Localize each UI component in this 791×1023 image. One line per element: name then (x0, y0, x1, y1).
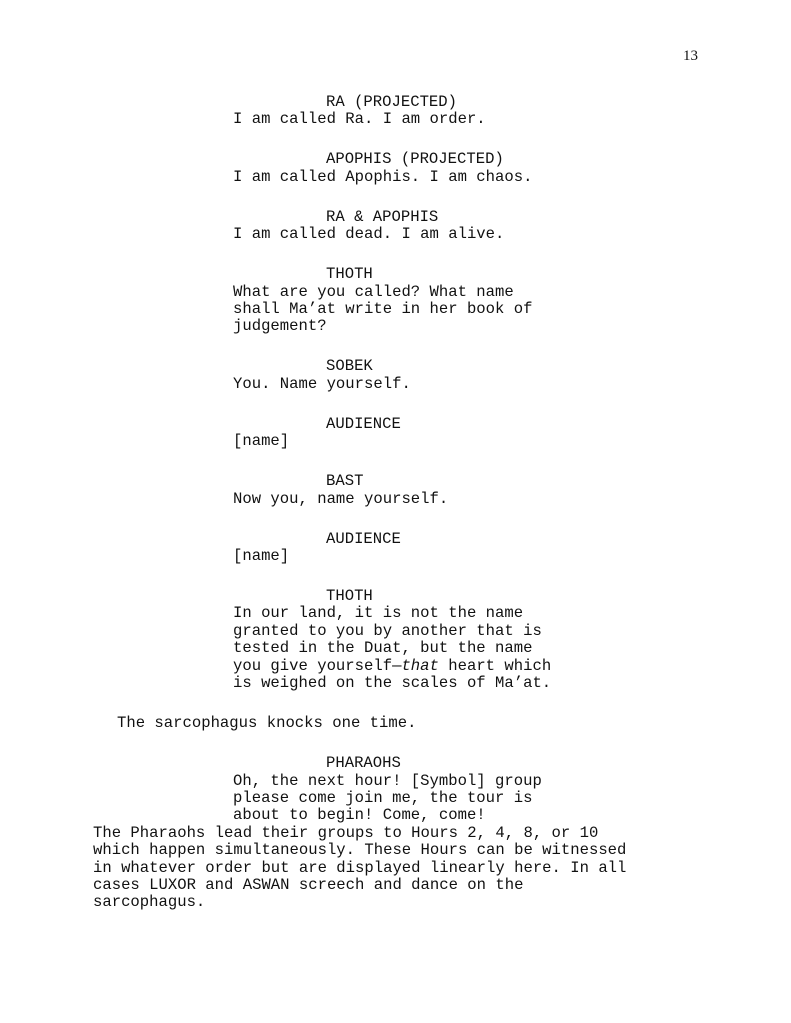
character-name: RA (PROJECTED) (326, 93, 458, 111)
dialogue-line: shall Ma’at write in her book of (233, 300, 533, 319)
dialogue-line: I am called Apophis. I am chaos. (233, 167, 533, 186)
character-name: BAST (326, 472, 364, 491)
dialogue-block-thoth (0, 266, 791, 336)
dialogue-block-apophis (0, 151, 791, 186)
action-line: The sarcophagus knocks one time. (117, 714, 417, 733)
dialogue-line: I am called Ra. I am order. (233, 110, 486, 129)
dialogue-line: tested in the Duat, but the name (233, 639, 533, 658)
dialogue-line: You. Name yourself. (233, 374, 411, 393)
character-name: PHARAOHS (326, 754, 401, 773)
action-line: The Pharaohs lead their groups to Hours 2, 4, 8, or 10 (93, 823, 599, 842)
dialogue-block-ra (0, 94, 791, 129)
dialogue-block-pharaohs (0, 755, 791, 825)
page-number: 13 (683, 48, 698, 64)
dialogue-line: What are you called? What name (233, 282, 514, 301)
action-paragraph (0, 825, 791, 912)
dialogue-block-thoth (0, 588, 791, 692)
dialogue-block-bast (0, 473, 791, 508)
action-line: cases LUXOR and ASWAN screech and dance on the (93, 875, 524, 894)
dialogue-line: Now you, name yourself. (233, 489, 449, 508)
dialogue-line: please come join me, the tour is (233, 788, 533, 807)
character-name: RA & APOPHIS (326, 207, 439, 226)
dialogue-line: I am called dead. I am alive. (233, 225, 505, 244)
action-line: sarcophagus. (93, 893, 206, 912)
dialogue-line: about to begin! Come, come! (233, 806, 486, 825)
dialogue-block-audience (0, 416, 791, 451)
dialogue-line: granted to you by another that is (233, 621, 542, 640)
emphasis-text: that (401, 656, 439, 675)
dialogue-fragment: you give yourself— (233, 656, 402, 675)
character-name: SOBEK (326, 357, 373, 376)
character-name: THOTH (326, 265, 373, 284)
dialogue-line: In our land, it is not the name (233, 604, 524, 623)
character-name: AUDIENCE (326, 414, 401, 433)
dialogue-line: judgement? (233, 317, 327, 336)
dialogue-line: Oh, the next hour! [Symbol] group (233, 771, 542, 790)
dialogue-fragment: heart which (438, 656, 552, 675)
character-name: APOPHIS (PROJECTED) (326, 150, 504, 169)
dialogue-block-audience (0, 531, 791, 566)
dialogue-line: [name] (233, 547, 290, 566)
dialogue-line: is weighed on the scales of Ma’at. (233, 674, 552, 693)
character-name: THOTH (326, 587, 373, 606)
dialogue-block-ra-apophis (0, 209, 791, 244)
dialogue-line (0, 658, 563, 675)
screenplay-body (0, 94, 791, 912)
character-name: AUDIENCE (326, 529, 401, 548)
action-line: in whatever order but are displayed linearly here. In all (93, 858, 627, 877)
dialogue-block-sobek (0, 358, 791, 393)
dialogue-line: [name] (233, 432, 290, 451)
action-line: which happen simultaneously. These Hours can be witnessed (93, 841, 627, 860)
